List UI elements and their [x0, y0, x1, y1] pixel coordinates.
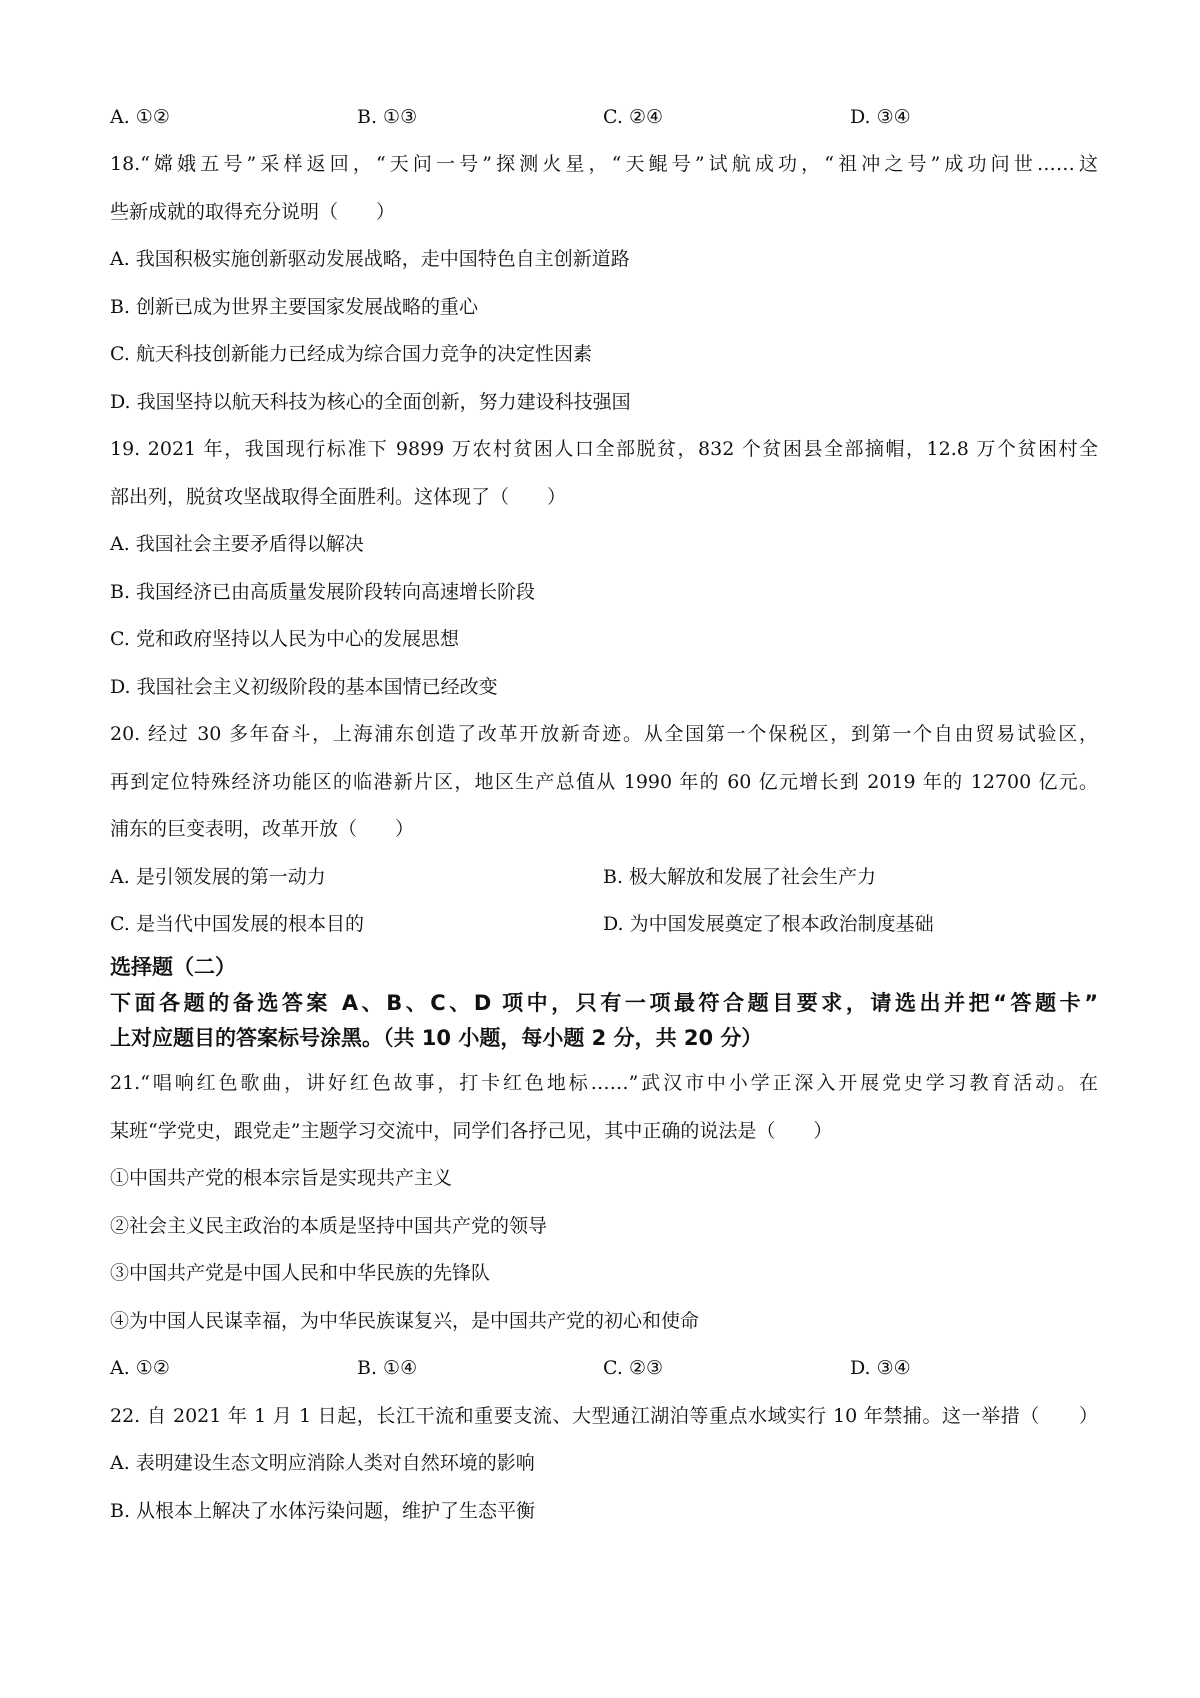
q21-option-b: B. ①④ — [357, 1357, 418, 1379]
q22-option-b: B. 从根本上解决了水体污染问题，维护了生态平衡 — [110, 1500, 536, 1522]
q20-option-b: B. 极大解放和发展了社会生产力 — [603, 866, 877, 888]
q22-option-a: A. 表明建设生态文明应消除人类对自然环境的影响 — [110, 1452, 535, 1474]
q17-option-d: D. ③④ — [850, 106, 911, 128]
q17-option-c: C. ②④ — [603, 106, 664, 128]
q21-option-d: D. ③④ — [850, 1357, 911, 1379]
q21-statement-2: ②社会主义民主政治的本质是坚持中国共产党的领导 — [110, 1215, 548, 1237]
q19-option-b: B. 我国经济已由高质量发展阶段转向高速增长阶段 — [110, 581, 536, 603]
q18-stem-line1: 18.“嫦娥五号”采样返回，“天问一号”探测火星，“天鲲号”试航成功，“祖冲之号”成功问世……这 — [110, 153, 1098, 175]
q17-option-a: A. ①② — [110, 106, 170, 128]
q21-option-c: C. ②③ — [603, 1357, 664, 1379]
q21-statement-3: ③中国共产党是中国人民和中华民族的先锋队 — [110, 1262, 491, 1284]
q20-stem-line2: 再到定位特殊经济功能区的临港新片区，地区生产总值从 1990 年的 60 亿元增长到 2019 年的 12700 亿元。 — [110, 771, 1098, 793]
q19-stem-line2: 部出列，脱贫攻坚战取得全面胜利。这体现了（ ） — [110, 486, 567, 508]
q21-stem-line1: 21.“唱响红色歌曲，讲好红色故事，打卡红色地标……”武汉市中小学正深入开展党史学习教育活动。在 — [110, 1072, 1098, 1094]
q18-option-c: C. 航天科技创新能力已经成为综合国力竞争的决定性因素 — [110, 343, 592, 365]
q20-stem-line3: 浦东的巨变表明，改革开放（ ） — [110, 818, 415, 840]
section-instructions-line1: 下面各题的备选答案 A、B、C、D 项中，只有一项最符合题目要求，请选出并把“答题卡” — [110, 991, 1098, 1015]
q20-option-a: A. 是引领发展的第一动力 — [110, 866, 326, 888]
q18-option-a: A. 我国积极实施创新驱动发展战略，走中国特色自主创新道路 — [110, 248, 630, 270]
q21-option-a: A. ①② — [110, 1357, 170, 1379]
q19-option-a: A. 我国社会主要矛盾得以解决 — [110, 533, 364, 555]
q18-stem-line2: 些新成就的取得充分说明（ ） — [110, 201, 396, 223]
q22-stem-line1: 22. 自 2021 年 1 月 1 日起，长江干流和重要支流、大型通江湖泊等重点水域实行 10 年禁捕。这一举措（ ） — [110, 1405, 1098, 1427]
q20-option-d: D. 为中国发展奠定了根本政治制度基础 — [603, 913, 934, 935]
q19-stem-line1: 19. 2021 年，我国现行标准下 9899 万农村贫困人口全部脱贫，832 个贫困县全部摘帽，12.8 万个贫困村全 — [110, 438, 1098, 460]
q18-option-b: B. 创新已成为世界主要国家发展战略的重心 — [110, 296, 479, 318]
q20-option-c: C. 是当代中国发展的根本目的 — [110, 913, 364, 935]
q18-option-d: D. 我国坚持以航天科技为核心的全面创新，努力建设科技强国 — [110, 391, 631, 413]
q21-statement-1: ①中国共产党的根本宗旨是实现共产主义 — [110, 1167, 453, 1189]
q21-statement-4: ④为中国人民谋幸福，为中华民族谋复兴，是中国共产党的初心和使命 — [110, 1310, 700, 1332]
q17-option-b: B. ①③ — [357, 106, 418, 128]
q19-option-c: C. 党和政府坚持以人民为中心的发展思想 — [110, 628, 459, 650]
q19-option-d: D. 我国社会主义初级阶段的基本国情已经改变 — [110, 676, 498, 698]
section-title: 选择题（二） — [110, 955, 236, 979]
section-instructions-line2: 上对应题目的答案标号涂黑。（共 10 小题，每小题 2 分，共 20 分） — [110, 1026, 763, 1050]
q20-stem-line1: 20. 经过 30 多年奋斗，上海浦东创造了改革开放新奇迹。从全国第一个保税区，到第一个自由贸易试验区， — [110, 723, 1098, 745]
q21-stem-line2: 某班“学党史，跟党走”主题学习交流中，同学们各抒己见，其中正确的说法是（ ） — [110, 1120, 833, 1142]
